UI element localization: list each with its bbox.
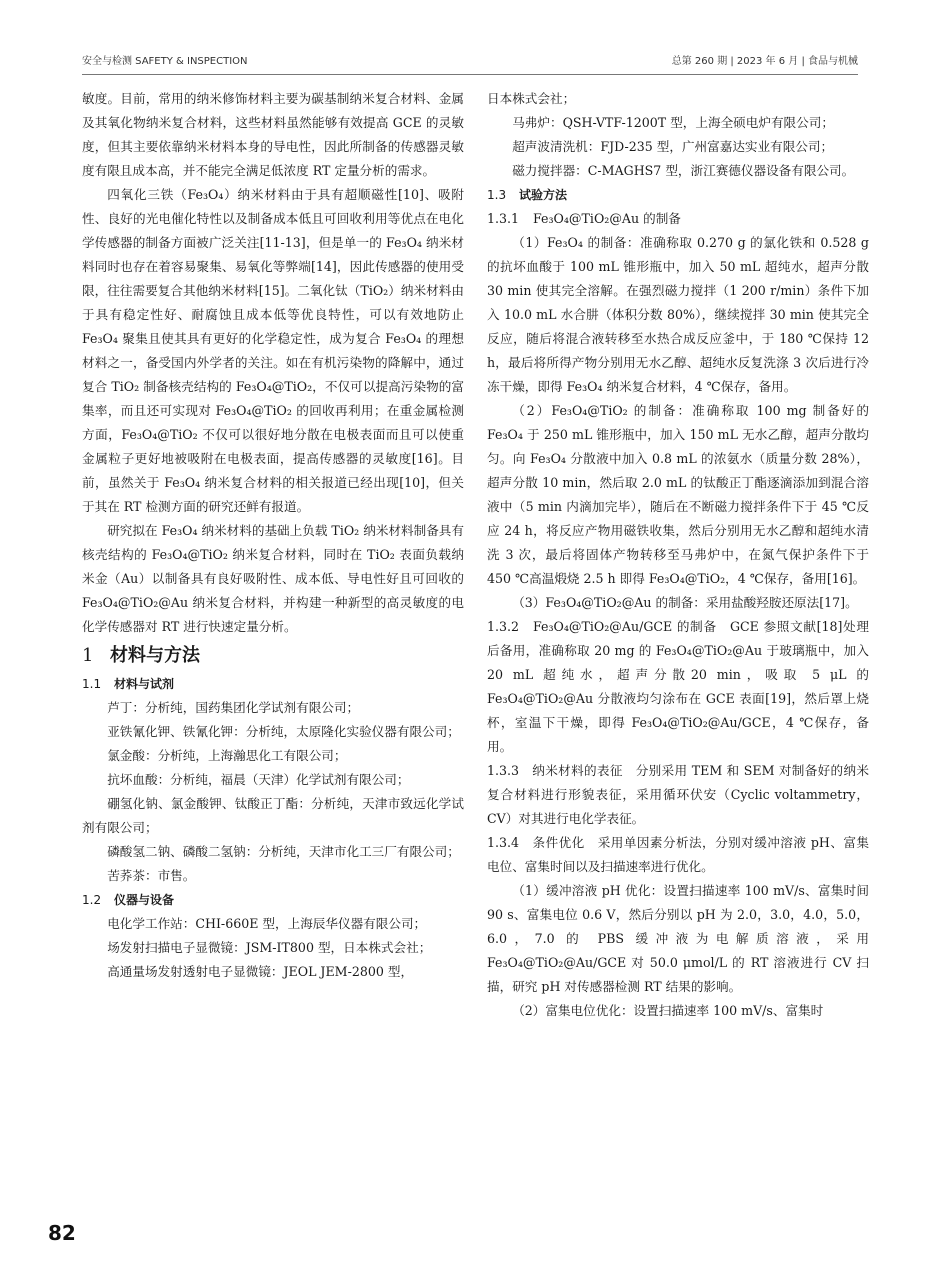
paragraph: 敏度。目前，常用的纳米修饰材料主要为碳基制纳米复合材料、金属及其氧化物纳米复合材料，这些材料虽然能够有效提高 GCE 的灵敏度，但其主要依靠纳米材料本身的导电性，因此所制备的传感器灵敏度有限且成本高，并不能完全满足低浓度 RT 定量分析的需求。 — [82, 91, 464, 178]
heading-text: 材料与试剂 — [114, 677, 175, 691]
heading-number: 1 — [82, 645, 94, 666]
heading-text: 试验方法 — [519, 188, 568, 202]
heading-number: 1.1 — [82, 677, 102, 691]
subsection-heading — [82, 672, 464, 696]
header-rule — [82, 74, 858, 75]
paragraph: 芦丁：分析纯，国药集团化学试剂有限公司； — [107, 700, 360, 715]
paragraph: 研究拟在 Fe₃O₄ 纳米材料的基础上负载 TiO₂ 纳米材料制备具有核壳结构的 Fe₃O₄@TiO₂ 纳米复合材料，同时在 TiO₂ 表面负载纳米金（Au）以制备具有良好吸附性、成本低、导电性好且可回收的 Fe₃O₄@TiO₂@Au 纳米复合材料，并构建一种新型的高灵敏度的电化学传感器对 RT 进行快速定量分析。 — [82, 523, 464, 634]
subsection-heading — [487, 183, 869, 207]
heading-number: 1.3 — [487, 188, 507, 202]
paragraph: 超声波清洗机：FJD-235 型，广州富嘉达实业有限公司； — [512, 139, 834, 154]
left-column — [82, 87, 464, 984]
journal-section-label: 安全与检测 SAFETY & INSPECTION — [82, 56, 248, 67]
paragraph: 日本株式会社； — [487, 91, 576, 106]
paragraph: （1）缓冲溶液 pH 优化：设置扫描速率 100 mV/s、富集时间 90 s、富集电位 0.6 V，然后分别以 pH 为 2.0，3.0，4.0，5.0，6.0，7.0 的 PBS 缓冲液为电解质溶液，采用 Fe₃O₄@TiO₂@Au/GCE 对 50.0 μmol/L 的 RT 溶液进行 CV 扫描，研究 pH 对传感器检测 RT 结果的影响。 — [487, 883, 869, 994]
paragraph: 氯金酸：分析纯，上海瀚思化工有限公司； — [107, 748, 347, 763]
heading-number: 1.2 — [82, 893, 102, 907]
subsection-heading — [82, 888, 464, 912]
paragraph: 抗坏血酸：分析纯，福晨（天津）化学试剂有限公司； — [107, 772, 410, 787]
heading-text: 材料与方法 — [110, 645, 200, 666]
paragraph: 磷酸氢二钠、磷酸二氢钠：分析纯，天津市化工三厂有限公司； — [107, 844, 460, 859]
paragraph: 高通量场发射透射电子显微镜：JEOL JEM-2800 型， — [107, 964, 414, 979]
paragraph: （2）Fe₃O₄@TiO₂ 的制备：准确称取 100 mg 制备好的 Fe₃O₄ 于 250 mL 锥形瓶中，加入 150 mL 无水乙醇，超声分散均匀。向 Fe₃O₄ 分散液中加入 0.8 mL 的浓氨水（质量分数 28%），超声分散 10 min，然后取 2.0 mL 的钛酸正丁酯逐滴添加到混合溶液中（5 min 内滴加完毕），随后在不断磁力搅拌条件下于 45 ℃反应 24 h，将反应产物用磁铁收集，然后分别用无水乙醇和超纯水清洗 3 次，最后将固体产物转移至马弗炉中，在氮气保护条件下于 450 ℃高温煅烧 2.5 h 即得 Fe₃O₄@TiO₂，4 ℃保存，备用[16]。 — [487, 403, 869, 586]
paragraph: 1.3.3 纳米材料的表征 分别采用 TEM 和 SEM 对制备好的纳米复合材料进行形貌表征，采用循环伏安（Cyclic voltammetry，CV）对其进行电化学表征。 — [487, 763, 869, 826]
paragraph: 苦荞茶：市售。 — [107, 868, 196, 883]
paragraph: 马弗炉：QSH-VTF-1200T 型，上海全硕电炉有限公司； — [512, 115, 834, 130]
paragraph: 1.3.4 条件优化 采用单因素分析法，分别对缓冲溶液 pH、富集电位、富集时间以及扫描速率进行优化。 — [487, 835, 869, 874]
paragraph: （1）Fe₃O₄ 的制备：准确称取 0.270 g 的氯化铁和 0.528 g 的抗坏血酸于 100 mL 锥形瓶中，加入 50 mL 超纯水，超声分散 30 min 使其完全溶解。在强烈磁力搅拌（1 200 r/min）条件下加入 10.0 mL 水合肼（体积分数 80%），继续搅拌 30 min 使其完全反应，随后将混合液转移至水热合成反应釜中，于 180 ℃保持 12 h，最后将所得产物分别用无水乙醇、超纯水反复洗涤 3 次后进行冷冻干燥，即得 Fe₃O₄ 纳米复合材料，4 ℃保存，备用。 — [487, 235, 869, 394]
paragraph: 硼氢化钠、氯金酸钾、钛酸正丁酯：分析纯，天津市致远化学试剂有限公司； — [82, 796, 464, 835]
paragraph: 四氧化三铁（Fe₃O₄）纳米材料由于具有超顺磁性[10]、吸附性、良好的光电催化特性以及制备成本低且可回收利用等优点在电化学传感器的制备方面被广泛关注[11-13]，但是单一的 Fe₃O₄ 纳米材料同时也存在着容易聚集、易氧化等弊端[14]，因此传感器的使用受限，往往需要复合其他纳米材料[15]。二氧化钛（TiO₂）纳米材料由于具有稳定性好、耐腐蚀且成本低等优良特性，可以有效地防止 Fe₃O₄ 聚集且使其具有更好的化学稳定性，成为复合 Fe₃O₄ 的理想材料之一，备受国内外学者的关注。如在有机污染物的降解中，通过复合 TiO₂ 制备核壳结构的 Fe₃O₄@TiO₂，不仅可以提高污染物的富集率，而且还可实现对 Fe₃O₄@TiO₂ 的回收再利用；在重金属检测方面，Fe₃O₄@TiO₂ 不仅可以很好地分散在电极表面而且可以使重金属粒子更好地被吸附在电极表面，提高传感器的灵敏度[16]。目前，虽然关于 Fe₃O₄ 纳米复合材料的相关报道已经出现[10]，但关于其在 RT 检测方面的研究还鲜有报道。 — [82, 187, 464, 514]
heading-text: 仪器与设备 — [114, 893, 175, 907]
right-column — [487, 87, 869, 1023]
heading-text: Fe₃O₄@TiO₂@Au 的制备 — [533, 211, 681, 226]
paragraph: 1.3.2 Fe₃O₄@TiO₂@Au/GCE 的制备 GCE 参照文献[18]处理后备用，准确称取 20 mg 的 Fe₃O₄@TiO₂@Au 于玻璃瓶中，加入 20 mL 超纯水，超声分散20 min，吸取 5 μL 的Fe₃O₄@TiO₂@Au 分散液均匀涂布在 GCE 表面[19]，然后罩上烧杯，室温下干燥，即得 Fe₃O₄@TiO₂@Au/GCE，4 ℃保存，备用。 — [487, 619, 869, 754]
paragraph: （2）富集电位优化：设置扫描速率 100 mV/s、富集时 — [512, 1003, 824, 1018]
section-heading — [82, 641, 464, 671]
running-header — [82, 52, 858, 68]
subsection-heading — [487, 207, 869, 231]
paragraph: 磁力搅拌器：C-MAGHS7 型，浙江赛德仪器设备有限公司。 — [512, 163, 855, 178]
paragraph: 亚铁氰化钾、铁氰化钾：分析纯，太原隆化实验仪器有限公司； — [107, 724, 460, 739]
paragraph: 电化学工作站：CHI-660E 型，上海辰华仪器有限公司； — [107, 916, 427, 931]
issue-info: 总第 260 期 | 2023 年 6 月 | 食品与机械 — [671, 56, 858, 67]
page-number: 82 — [48, 1221, 76, 1245]
heading-number: 1.3.1 — [487, 211, 520, 226]
paragraph: （3）Fe₃O₄@TiO₂@Au 的制备：采用盐酸羟胺还原法[17]。 — [512, 595, 858, 610]
paragraph: 场发射扫描电子显微镜：JSM-IT800 型，日本株式会社； — [107, 940, 432, 955]
